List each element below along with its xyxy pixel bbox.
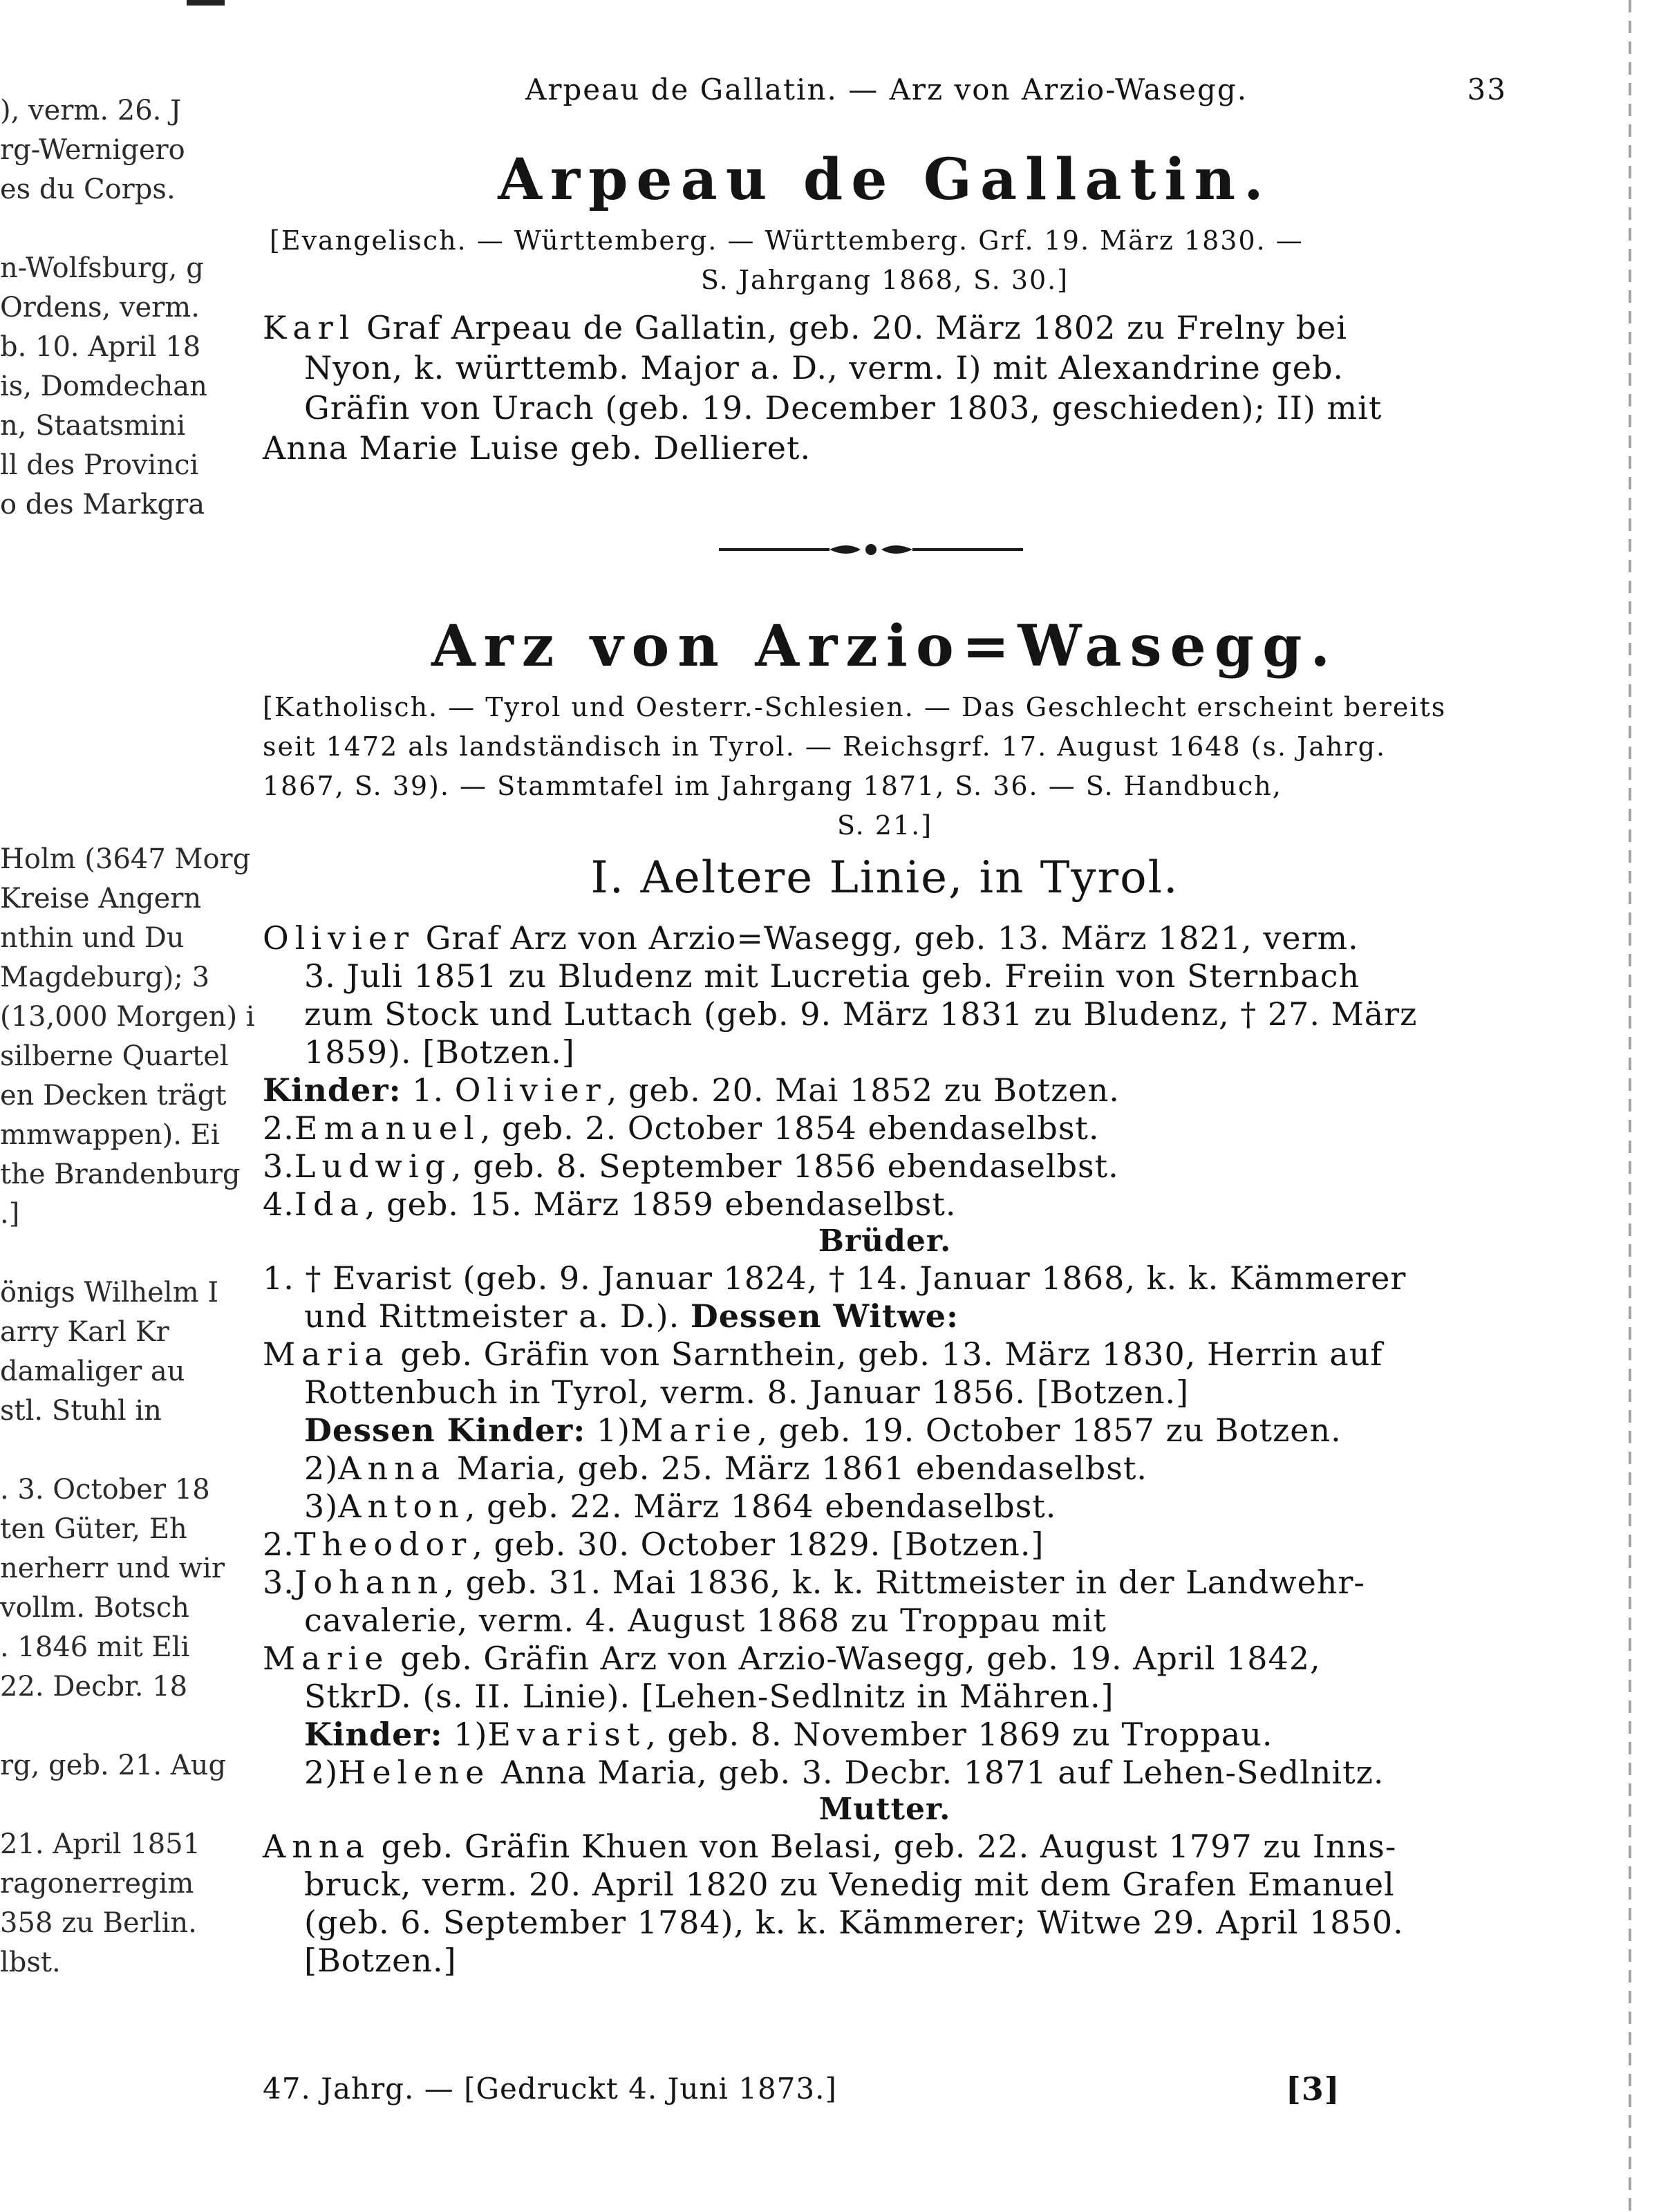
- entry-karl: [263, 308, 1507, 468]
- meta-line: seit 1472 als landständisch in Tyrol. — Reichsgrf. 17. August 1648 (s. Jahrg.: [263, 731, 1387, 762]
- left-fragment-line: Holm (3647 Morg: [0, 843, 251, 875]
- section-meta-arpeau: [263, 221, 1507, 300]
- person-name: Helene: [338, 1754, 491, 1791]
- mother-heading: Mutter.: [818, 1792, 951, 1827]
- child-entry: 3.Ludwig, geb. 8. September 1856 ebendaselbst.: [263, 1147, 1119, 1185]
- page-footer: [263, 2068, 1507, 2110]
- person-name: Anna: [338, 1450, 447, 1487]
- entry-text: [Botzen.]: [304, 1942, 457, 1979]
- entry-text: Rottenbuch in Tyrol, verm. 8. Januar 1856. [Botzen.]: [304, 1374, 1190, 1411]
- left-fragment-line: ll des Provinci: [0, 449, 199, 481]
- child-entry: 4.Ida, geb. 15. März 1859 ebendaselbst.: [263, 1185, 957, 1223]
- left-fragment-line: 22. Decbr. 18: [0, 1671, 188, 1703]
- left-fragment-line: önigs Wilhelm I: [0, 1277, 219, 1309]
- left-fragment-line: vollm. Botsch: [0, 1592, 189, 1624]
- child-entry: 2)Anna Maria, geb. 25. März 1861 ebendaselbst.: [304, 1450, 1147, 1487]
- child-entry: Dessen Kinder: 1)Marie, geb. 19. October 1857 zu Botzen.: [304, 1412, 1342, 1449]
- person-name: Emanuel: [294, 1109, 480, 1147]
- entry-text: 1. † Evarist (geb. 9. Januar 1824, † 14. Januar 1868, k. k. Kämmerer: [263, 1259, 1407, 1297]
- section-title-arpeau: Arpeau de Gallatin.: [498, 147, 1272, 213]
- left-fragment-line: b. 10. April 18: [0, 331, 201, 363]
- left-fragment-line: rg, geb. 21. Aug: [0, 1750, 227, 1781]
- entry-text: und Rittmeister a. D.). Dessen Witwe:: [304, 1297, 959, 1335]
- left-fragment-line: ), verm. 26. J: [0, 95, 182, 126]
- left-fragment-line: silberne Quartel: [0, 1040, 229, 1072]
- brother-entry: 2.Theodor, geb. 30. October 1829. [Botzen.]: [263, 1526, 1044, 1563]
- left-fragment-line: stl. Stuhl in: [0, 1395, 162, 1427]
- entry-text: 1859). [Botzen.]: [304, 1033, 575, 1071]
- left-fragment-line: n-Wolfsburg, g: [0, 252, 204, 284]
- person-name: Maria: [263, 1335, 390, 1373]
- left-fragment-line: 21. April 1851: [0, 1828, 201, 1860]
- left-fragment-line: ragonerregim: [0, 1868, 194, 1900]
- brother-entry: 3.Johann, geb. 31. Mai 1836, k. k. Rittmeister in der Landwehr-: [263, 1564, 1365, 1601]
- meta-line: [Katholisch. — Tyrol und Oesterr.-Schlesien. — Das Geschlecht erscheint bereits: [263, 692, 1447, 722]
- entry-text: Nyon, k. württemb. Major a. D., verm. I) mit Alexandrine geb.: [304, 349, 1344, 386]
- left-fragment-line: en Decken trägt: [0, 1080, 227, 1112]
- left-fragment-line: damaliger au: [0, 1356, 185, 1387]
- person-name: Marie: [263, 1640, 390, 1677]
- child-entry: 3)Anton, geb. 22. März 1864 ebendaselbst.: [304, 1488, 1057, 1525]
- left-fragment-line: o des Markgra: [0, 489, 205, 521]
- person-name: Karl: [263, 309, 356, 346]
- person-name: Anna: [263, 1828, 371, 1865]
- person-name: Theodor: [294, 1526, 473, 1563]
- person-name: Evarist: [487, 1716, 646, 1753]
- left-fragment-line: Kreise Angern: [0, 883, 202, 915]
- left-fragment-line: mmwappen). Ei: [0, 1119, 220, 1151]
- child-entry: Kinder: 1. Olivier, geb. 20. Mai 1852 zu Botzen.: [263, 1071, 1120, 1109]
- entry-text: Gräfin von Urach (geb. 19. December 1803, geschieden); II) mit: [304, 389, 1382, 427]
- subsection-heading: I. Aeltere Linie, in Tyrol.: [590, 852, 1179, 903]
- left-page-fragment: [0, 90, 255, 2025]
- person-name: Olivier: [454, 1071, 607, 1109]
- footer-imprint: 47. Jahrg. — [Gedruckt 4. Juni 1873.]: [263, 2072, 837, 2106]
- entry-text: Graf Arz von Arzio=Wasegg, geb. 13. März 1821, verm.: [415, 919, 1359, 957]
- left-fragment-line: Magdeburg); 3: [0, 962, 210, 993]
- left-fragment-line: (13,000 Morgen) i: [0, 1001, 255, 1033]
- person-name: Marie: [630, 1412, 758, 1449]
- page-number: 33: [1467, 73, 1507, 106]
- left-fragment-line: .]: [0, 1198, 20, 1230]
- running-head-title: Arpeau de Gallatin. — Arz von Arzio-Wasegg.: [525, 73, 1248, 106]
- left-fragment-line: 358 zu Berlin.: [0, 1907, 197, 1939]
- entry-text: bruck, verm. 20. April 1820 zu Venedig mit dem Grafen Emanuel: [304, 1866, 1395, 1903]
- section-meta-arz: [263, 688, 1507, 845]
- left-fragment-line: n, Staatsmini: [0, 410, 186, 442]
- child-entry: Kinder: 1)Evarist, geb. 8. November 1869 zu Troppau.: [304, 1716, 1273, 1753]
- entry-text: (geb. 6. September 1784), k. k. Kämmerer; Witwe 29. April 1850.: [304, 1904, 1404, 1941]
- person-name: Olivier: [263, 919, 415, 957]
- left-fragment-line: nerherr und wir: [0, 1553, 225, 1584]
- section-title-arz: Arz von Arzio=Wasegg.: [431, 613, 1339, 679]
- left-fragment-line: es du Corps.: [0, 174, 176, 205]
- genealogy-body: Olivier Graf Arz von Arzio=Wasegg, geb. 13. März 1821, verm. 3. Juli 1851 zu Bludenz mit Lucretia geb. Freiin von Sternbach zum Stock und Luttach (geb. 9. März 1831 zu Bludenz, † 27. März 1859). [Botzen.] Kinder: 1. Olivier, geb. 20. Mai 1852 zu Botzen. 2.Emanuel, geb. 2. October 1854 ebendaselbst. 3.Ludwig, geb. 8. September 1856 ebendaselbst. 4.Ida, geb. 15. März 1859 ebendaselbst. Brüder. 1. † Evarist (geb. 9. Januar 1824, † 14. Januar 1868, k. k. Kämmerer und Rittmeister a. D.). Dessen Witwe: Maria geb. Gräfin von Sarnthein, geb. 13. März 1830, Herrin auf Rottenbuch in Tyrol, verm. 8. Januar 1856. [Botzen.] Dessen Kinder: 1)Marie, geb. 19. October 1857 zu Botzen. 2)Anna Maria, geb. 25. März 1861 ebendaselbst. 3)Anton, geb. 22. März 1864 ebendaselbst. 2.Theodor, geb. 30. October 1829. [Botzen.] 3.Johann, geb. 31. Mai 1836, k. k. Rittmeister in der Landwehr- cavalerie, verm. 4. August 1868 zu Troppau mit Marie geb. Gräfin Arz von Arzio-Wasegg, geb. 19. April 1842, StkrD. (s. II. Linie). [Lehen-Sedlnitz in Mähren.] Kinder: 1)Evarist, geb. 8. November 1869 zu Troppau. 2)Helene Anna Maria, geb. 3. Decbr. 1871 auf Lehen-Sedlnitz. Mutter. Anna geb. Gräfin Khuen von Belasi, geb. 22. August 1797 zu Inns- bruck, verm. 20. April 1820 zu Venedig mit dem Grafen Emanuel (geb. 6. September 1784), k. k. Kämmerer; Witwe 29. April 1850. [Botzen.]: [263, 919, 1507, 1980]
- meta-line: [Evangelisch. — Württemberg. — Württemberg. Grf. 19. März 1830. —: [270, 225, 1304, 256]
- child-entry: 2.Emanuel, geb. 2. October 1854 ebendaselbst.: [263, 1109, 1100, 1147]
- page-edge-artifact: [1629, 0, 1631, 2212]
- children-label: Kinder:: [263, 1071, 402, 1109]
- signature-mark: [3]: [1286, 2070, 1340, 2108]
- running-head: [263, 69, 1507, 111]
- children-label: Kinder:: [304, 1716, 443, 1753]
- person-name: Johann: [294, 1564, 444, 1601]
- ink-mark: [187, 0, 225, 6]
- left-fragment-line: Ordens, verm.: [0, 292, 200, 324]
- person-name: Ida: [294, 1185, 365, 1223]
- entry-text: zum Stock und Luttach (geb. 9. März 1831 zu Bludenz, † 27. März: [304, 995, 1418, 1033]
- left-fragment-line: lbst.: [0, 1947, 61, 1978]
- meta-line: S. Jahrgang 1868, S. 30.]: [700, 265, 1069, 295]
- child-entry: 2)Helene Anna Maria, geb. 3. Decbr. 1871 auf Lehen-Sedlnitz.: [304, 1754, 1385, 1791]
- meta-line: S. 21.]: [836, 810, 933, 841]
- left-fragment-line: ten Güter, Eh: [0, 1513, 187, 1545]
- person-name: Anton: [338, 1488, 465, 1525]
- ornament-divider: [719, 539, 1023, 560]
- brothers-heading: Brüder.: [818, 1224, 952, 1259]
- meta-line: 1867, S. 39). — Stammtafel im Jahrgang 1871, S. 36. — S. Handbuch,: [263, 771, 1282, 801]
- left-fragment-line: arry Karl Kr: [0, 1316, 169, 1348]
- left-fragment-line: nthin und Du: [0, 922, 185, 954]
- left-fragment-line: . 1846 mit Eli: [0, 1631, 190, 1663]
- person-name: Ludwig: [294, 1147, 452, 1185]
- entry-text: Graf Arpeau de Gallatin, geb. 20. März 1802 zu Frelny bei: [355, 309, 1347, 346]
- entry-text: StkrD. (s. II. Linie). [Lehen-Sedlnitz in Mähren.]: [304, 1678, 1114, 1715]
- left-fragment-line: the Brandenburg: [0, 1159, 241, 1190]
- entry-text: Anna Marie Luise geb. Dellieret.: [263, 429, 812, 467]
- children-label: Dessen Kinder:: [304, 1412, 586, 1449]
- left-fragment-line: is, Domdechan: [0, 371, 207, 402]
- entry-text: 3. Juli 1851 zu Bludenz mit Lucretia geb. Freiin von Sternbach: [304, 957, 1360, 995]
- entry-text: cavalerie, verm. 4. August 1868 zu Troppau mit: [304, 1602, 1107, 1639]
- widow-label: Dessen Witwe:: [690, 1297, 959, 1335]
- left-fragment-line: rg-Wernigero: [0, 134, 185, 166]
- left-fragment-line: . 3. October 18: [0, 1474, 210, 1506]
